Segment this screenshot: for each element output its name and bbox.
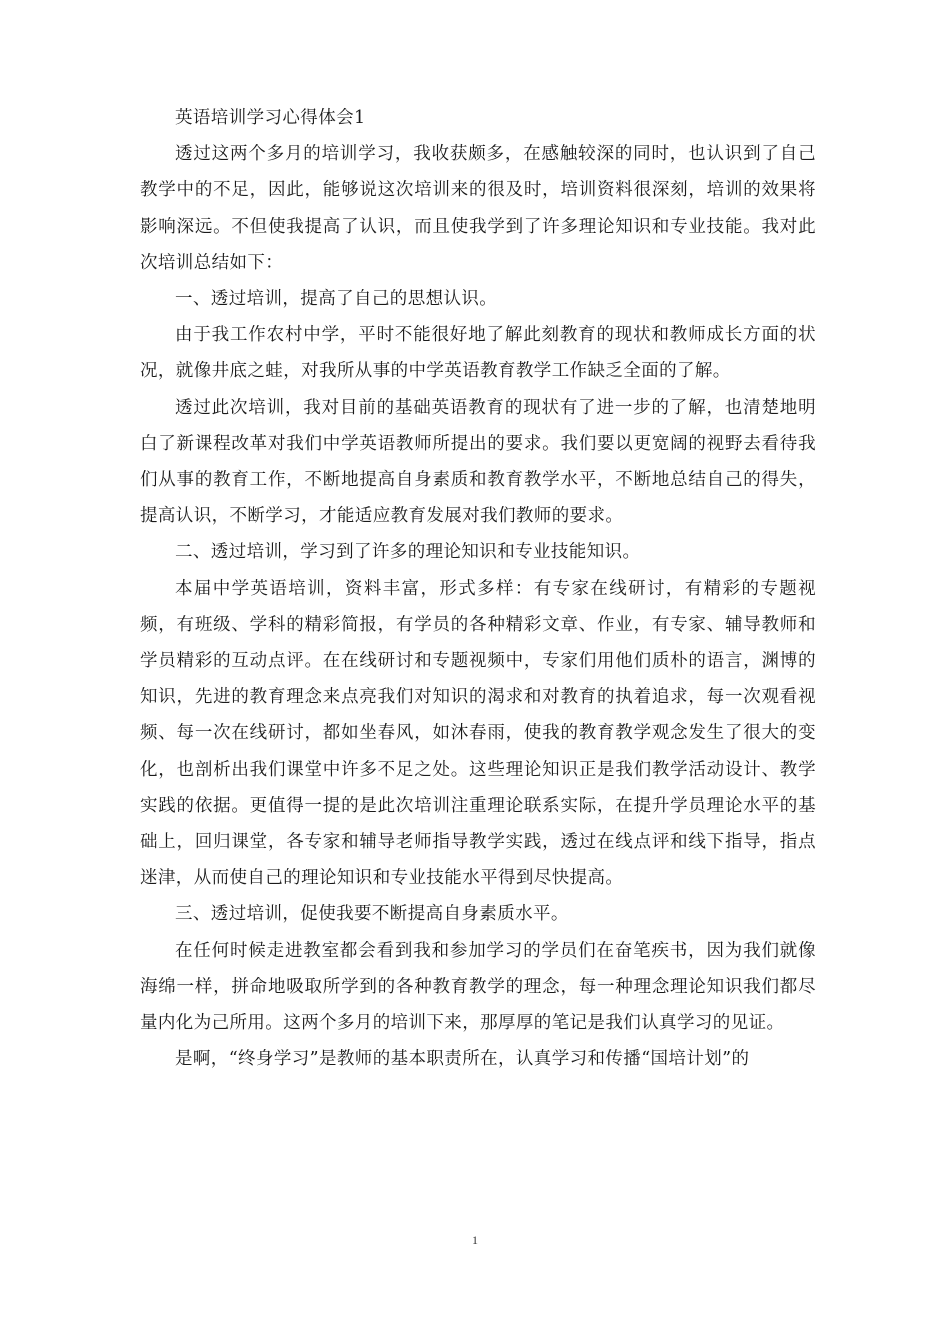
paragraph: 由于我工作农村中学，平时不能很好地了解此刻教育的现状和教师成长方面的状况，就像井底之蛙，对我所从事的中学英语教育教学工作缺乏全面的了解。: [140, 325, 816, 382]
paragraph-intro: 透过这两个多月的培训学习，我收获颇多，在感触较深的同时，也认识到了自己教学中的不足，因此，能够说这次培训来的很及时，培训资料很深刻，培训的效果将影响深远。不但使我提高了认识，而且使我学到了许多理论知识和专业技能。我对此次培训总结如下：: [140, 144, 816, 273]
section-heading-2: 二、透过培训，学习到了许多的理论知识和专业技能知识。: [175, 542, 641, 563]
section-heading-3: 三、透过培训，促使我要不断提高自身素质水平。: [175, 904, 569, 925]
page-number: 1: [472, 1233, 478, 1247]
paragraph: 在任何时候走进教室都会看到我和参加学习的学员们在奋笔疾书，因为我们就像海绵一样，拼命地吸取所学到的各种教育教学的理念，每一种理念理论知识我们都尽量内化为己所用。这两个多月的培训下来，那厚厚的笔记是我们认真学习的见证。: [140, 940, 816, 1034]
paragraph: 透过此次培训，我对目前的基础英语教育的现状有了进一步的了解，也清楚地明白了新课程改革对我们中学英语教师所提出的要求。我们要以更宽阔的视野去看待我们从事的教育工作，不断地提高自身素质和教育教学水平，不断地总结自己的得失，提高认识，不断学习，才能适应教育发展对我们教师的要求。: [140, 397, 816, 527]
paragraph: 本届中学英语培训，资料丰富，形式多样：有专家在线研讨，有精彩的专题视频，有班级、学科的精彩简报，有学员的各种精彩文章、作业，有专家、辅导教师和学员精彩的互动点评。在在线研讨和专题视频中，专家们用他们质朴的语言，渊博的知识，先进的教育理念来点亮我们对知识的渴求和对教育的执着追求，每一次观看视频、每一次在线研讨，都如坐春风，如沐春雨，使我的教育教学观念发生了很大的变化，也剖析出我们课堂中许多不足之处。这些理论知识正是我们教学活动设计、教学实践的依据。更值得一提的是此次培训注重理论联系实际，在提升学员理论水平的基础上，回归课堂，各专家和辅导老师指导教学实践，透过在线点评和线下指导，指点迷津，从而使自己的理论知识和专业技能水平得到尽快提高。: [140, 578, 816, 889]
document-body: [140, 100, 816, 1077]
paragraph: 是啊，“终身学习”是教师的基本职责所在，认真学习和传播“国培计划”的: [175, 1049, 750, 1070]
document-title: 英语培训学习心得体会1: [175, 108, 366, 128]
section-heading-1: 一、透过培训，提高了自己的思想认识。: [175, 289, 498, 310]
